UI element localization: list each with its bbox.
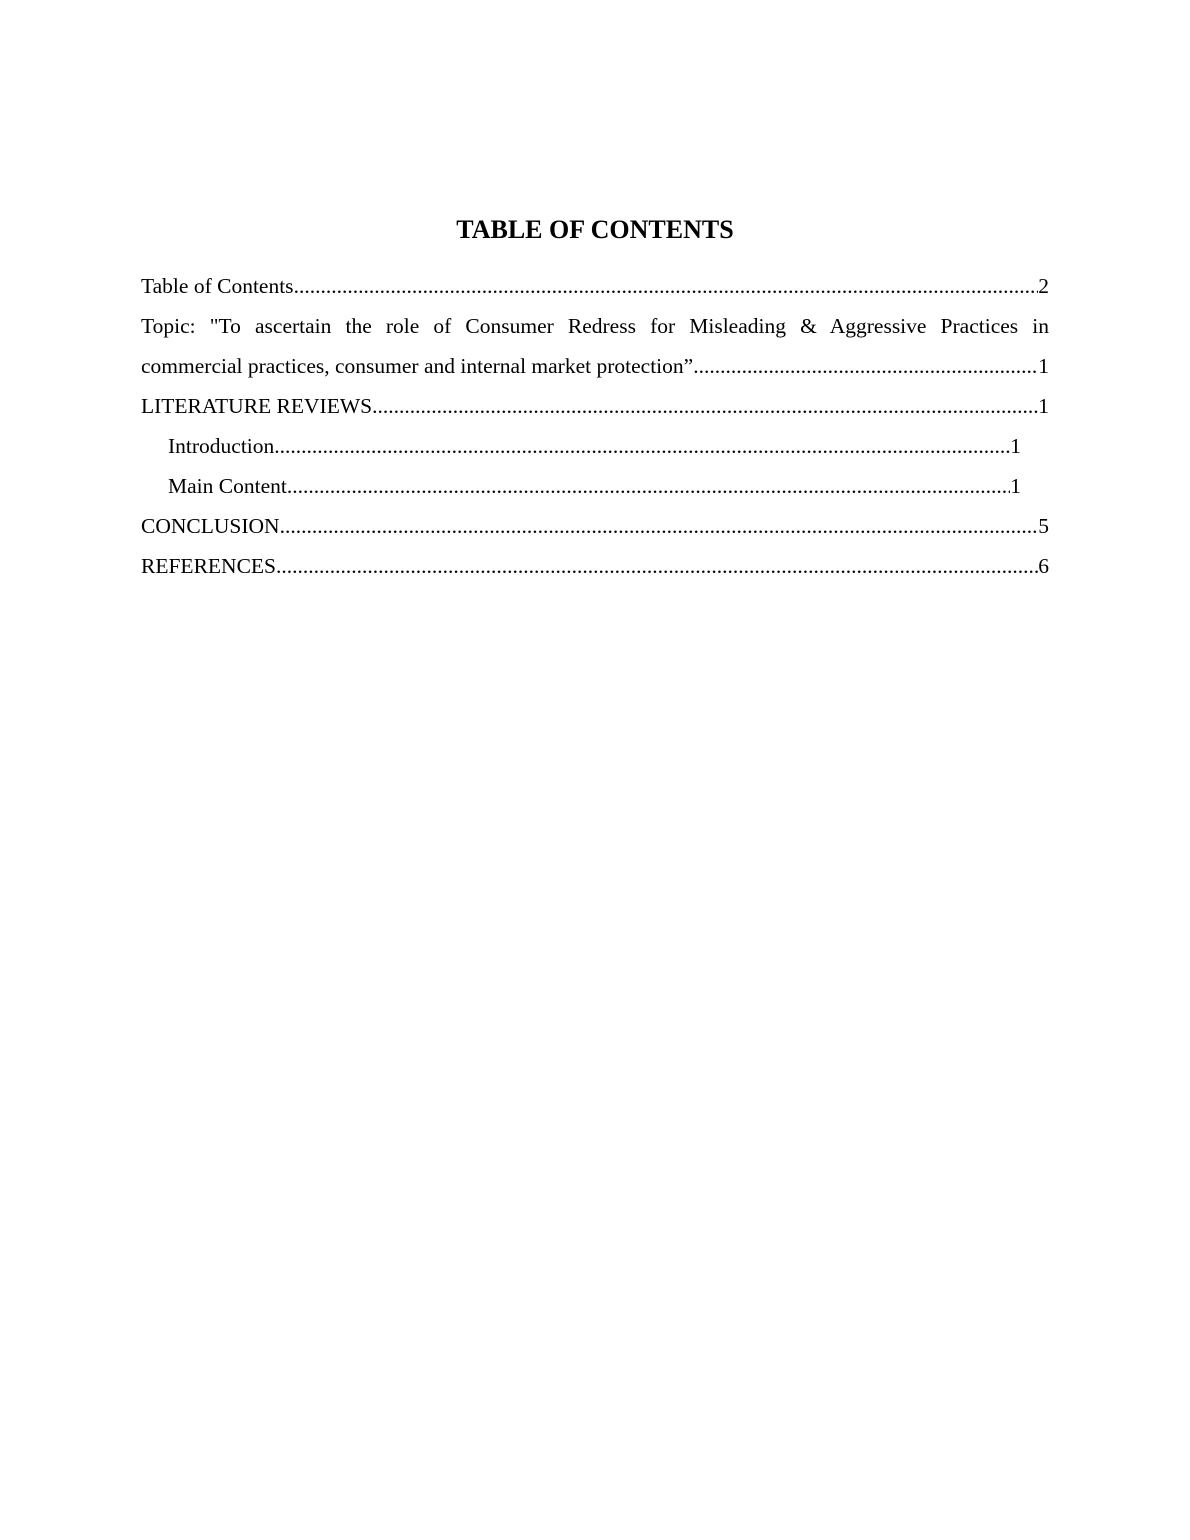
dot-leader bbox=[294, 266, 1039, 306]
toc-entry-label: REFERENCES bbox=[141, 554, 276, 578]
toc-entry-page-number: 2 bbox=[1038, 274, 1049, 298]
toc-entry-references[interactable] bbox=[141, 546, 1049, 586]
dot-leader bbox=[287, 466, 1010, 506]
toc-heading: TABLE OF CONTENTS bbox=[456, 215, 734, 244]
toc-entry-label-line-2: commercial practices, consumer and internal market protection” bbox=[141, 354, 694, 378]
toc-entry-main-content[interactable] bbox=[168, 466, 1021, 506]
toc-entry-page-number: 1 bbox=[1038, 354, 1049, 378]
toc-entry-page-number: 1 bbox=[1038, 394, 1049, 418]
toc-entry-table-of-contents[interactable] bbox=[141, 266, 1049, 306]
toc-entry-label: CONCLUSION bbox=[141, 514, 280, 538]
toc-entry-introduction[interactable] bbox=[168, 426, 1021, 466]
toc-entry-page-number: 1 bbox=[1010, 434, 1021, 458]
dot-leader bbox=[693, 346, 1038, 386]
toc-entry-conclusion[interactable] bbox=[141, 506, 1049, 546]
toc-entry-page-number: 6 bbox=[1038, 554, 1049, 578]
toc-entry-label: LITERATURE REVIEWS bbox=[141, 394, 373, 418]
dot-leader bbox=[280, 506, 1039, 546]
toc-entry-topic[interactable] bbox=[141, 306, 1049, 386]
dot-leader bbox=[274, 426, 1010, 466]
toc-list bbox=[141, 266, 1049, 586]
dot-leader bbox=[372, 386, 1038, 426]
toc-entry-page-number: 5 bbox=[1038, 514, 1049, 538]
toc-entry-label: Introduction bbox=[168, 434, 275, 458]
toc-entry-label: Table of Contents bbox=[141, 274, 294, 298]
toc-entry-literature-reviews[interactable] bbox=[141, 386, 1049, 426]
dot-leader bbox=[276, 546, 1038, 586]
toc-entry-page-number: 1 bbox=[1010, 474, 1021, 498]
toc-entry-label: Main Content bbox=[168, 474, 287, 498]
toc-entry-label-line-1: Topic: "To ascertain the role of Consumer Redress for Misleading & Aggressive Practices in bbox=[141, 314, 1049, 338]
